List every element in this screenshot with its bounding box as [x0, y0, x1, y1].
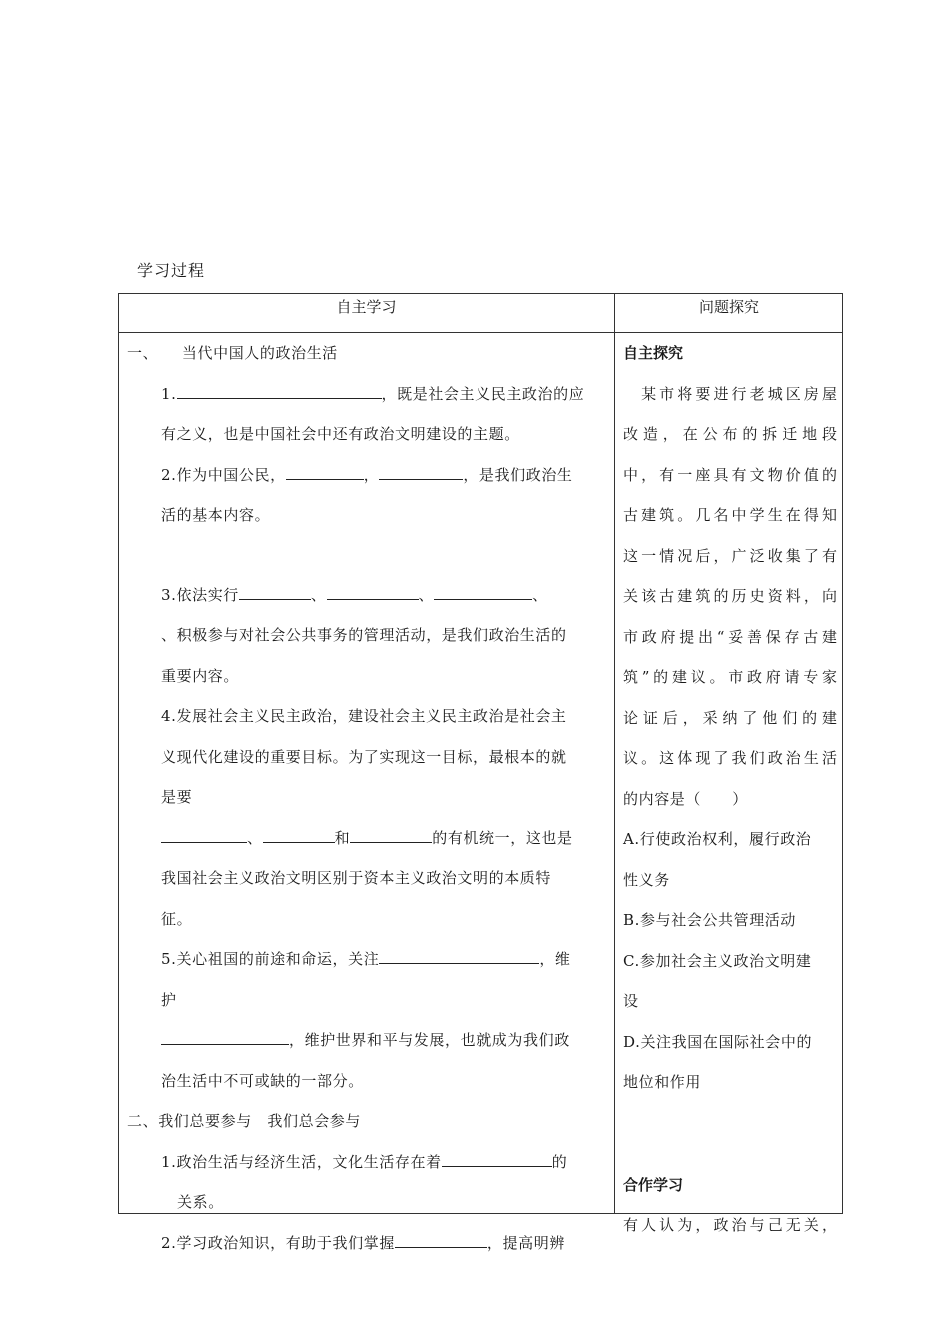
case-line: 关该古建筑的历史资料，向: [623, 587, 838, 605]
separator: 、: [247, 828, 263, 847]
separator: 、: [532, 585, 548, 604]
option-a[interactable]: A.行使政治权利，履行政治: [623, 830, 812, 848]
question-text: 2.学习政治知识，有助于我们掌握: [161, 1233, 395, 1252]
spacer: [623, 1103, 838, 1165]
fill-blank[interactable]: [395, 1231, 487, 1248]
case-line: 古建筑。几名中学生在得知: [623, 506, 838, 524]
fill-blank[interactable]: [442, 1150, 552, 1167]
separator: 和: [334, 828, 351, 847]
fill-blank[interactable]: [286, 463, 364, 480]
question-text: 3.依法实行: [161, 585, 239, 604]
case-line: 筑”的建议。市政府请专家: [623, 668, 838, 686]
question-text: 5.关心祖国的前途和命运，关注: [161, 950, 380, 968]
question-r1-line-2: 关系。: [177, 1193, 224, 1211]
question-text: ，既是社会主义民主政治的应: [381, 384, 585, 403]
question-stem: 的内容是（ ）: [623, 789, 748, 808]
fill-blank[interactable]: [263, 826, 335, 843]
question-3-line-2: 、积极参与对社会公共事务的管理活动，是我们政治生活的: [161, 626, 567, 644]
fill-blank[interactable]: [161, 1028, 289, 1045]
question-4-line-3: 是要: [161, 788, 193, 806]
fill-blank[interactable]: [350, 826, 432, 843]
separator: 、: [310, 585, 327, 604]
discussion-line: 有人认为，政治与己无关，: [623, 1216, 838, 1234]
case-line: 中，有一座具有文物价值的: [623, 465, 838, 484]
question-text: ，提高明辨: [486, 1233, 565, 1252]
question-5-line-4: 治生活中不可或缺的一部分。: [161, 1071, 364, 1090]
fill-blank[interactable]: [434, 583, 532, 600]
header-self-study: 自主学习: [336, 298, 397, 316]
question-text: ，是我们政治生: [463, 465, 573, 484]
case-line: 论证后，采纳了他们的建: [623, 708, 838, 727]
option-c[interactable]: C.参加社会主义政治文明建: [623, 951, 812, 970]
section-title: 学习过程: [137, 261, 206, 280]
question-3-line-3: 重要内容。: [161, 666, 240, 685]
question-1-line-1: [127, 374, 609, 415]
self-study-column: [127, 333, 609, 1263]
header-inquiry: 问题探究: [698, 298, 759, 316]
separator: 、: [418, 585, 435, 604]
option-c-continued: 设: [623, 992, 639, 1010]
fill-blank[interactable]: [177, 382, 382, 399]
question-2-line-2: 活的基本内容。: [161, 506, 271, 524]
heading-1: 一、 当代中国人的政治生活: [127, 344, 338, 362]
inquiry-column: [623, 333, 838, 1246]
question-5-line-2: 护: [161, 990, 177, 1009]
question-1-line-2: 有之义，也是中国社会中还有政治文明建设的主题。: [161, 425, 520, 443]
question-4-line-4: [127, 818, 609, 859]
subheading-self-inquiry: 自主探究: [623, 344, 684, 362]
case-line: 议。这体现了我们政治生活: [623, 749, 838, 767]
question-r2-line-1: [127, 1223, 609, 1264]
spacer: [127, 536, 609, 575]
question-4-line-1: 4.发展社会主义民主政治，建设社会主义民主政治是社会主: [161, 707, 567, 725]
fill-blank[interactable]: [379, 463, 463, 480]
question-text: ，维: [539, 950, 571, 968]
case-line: 这一情况后，广泛收集了有: [623, 546, 838, 565]
fill-blank[interactable]: [379, 947, 539, 964]
option-d-continued: 地位和作用: [623, 1073, 702, 1091]
question-3-line-1: [127, 575, 609, 616]
question-5-line-3: [127, 1020, 609, 1061]
question-r1-line-1: [127, 1142, 609, 1183]
question-4-line-2: 义现代化建设的重要目标。为了实现这一目标，最根本的就: [161, 747, 567, 766]
question-4-line-6: 征。: [161, 909, 193, 928]
question-4-line-5: 我国社会主义政治文明区别于资本主义政治文明的本质特: [161, 869, 552, 887]
option-a-continued: 性义务: [623, 870, 670, 889]
column-divider: [614, 294, 615, 1213]
question-number: 1.: [161, 384, 177, 403]
question-text: 的有机统一，这也是: [432, 828, 573, 847]
fill-blank[interactable]: [327, 583, 419, 600]
study-table: [118, 293, 843, 1252]
option-d[interactable]: D.关注我国在国际社会中的: [623, 1032, 813, 1051]
option-b[interactable]: B.参与社会公共管理活动: [623, 911, 796, 929]
case-line: 某市将要进行老城区房屋: [623, 384, 838, 403]
case-line: 改造，在公布的拆迁地段: [623, 425, 838, 443]
case-line: 市政府提出“妥善保存古建: [623, 627, 838, 646]
subheading-cooperative-study: 合作学习: [623, 1175, 684, 1194]
question-2-line-1: [127, 455, 609, 496]
question-text: 1.政治生活与经济生活，文化生活存在着: [161, 1152, 442, 1171]
question-text: 的: [551, 1152, 568, 1171]
fill-blank[interactable]: [239, 583, 311, 600]
separator: ，: [363, 465, 380, 484]
question-5-line-1: [127, 939, 609, 980]
question-text: 2.作为中国公民，: [161, 465, 286, 484]
heading-2: 二、我们总要参与 我们总会参与: [127, 1112, 362, 1130]
fill-blank[interactable]: [161, 826, 247, 843]
question-text: ，维护世界和平与发展，也就成为我们政: [289, 1031, 570, 1049]
